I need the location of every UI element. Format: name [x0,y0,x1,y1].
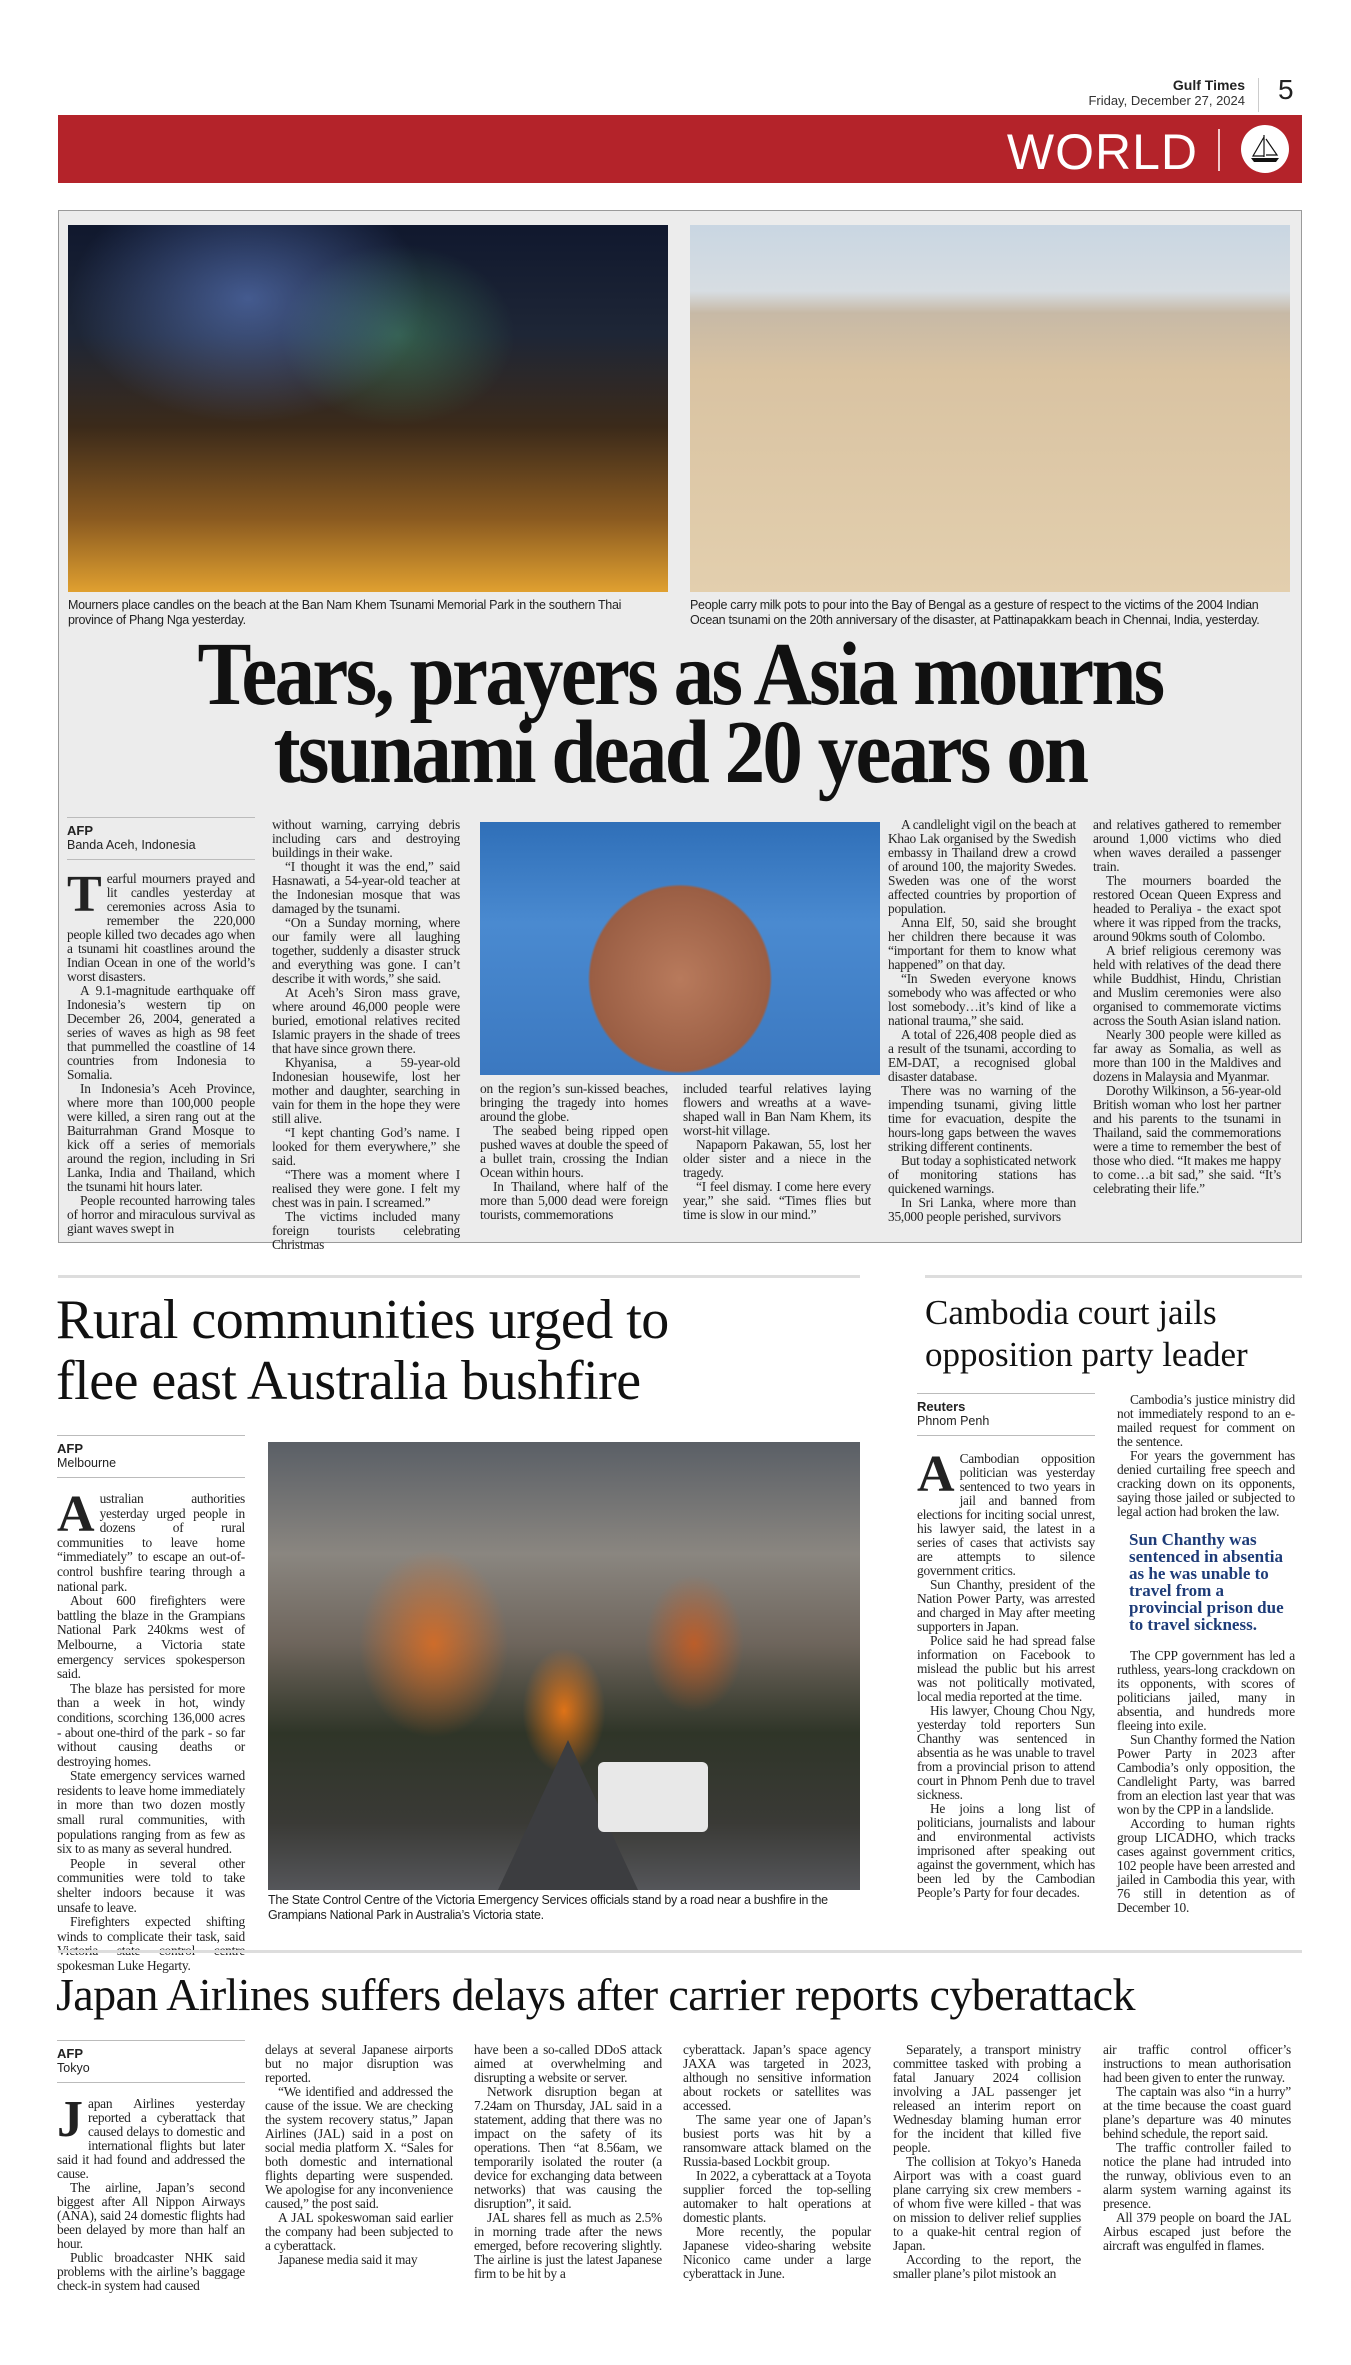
paragraph [480,1180,668,1222]
paragraph [888,972,1076,1028]
cambodia-headline [925,1292,1248,1376]
paragraph-text: A JAL spokeswoman said earlier the company had been subjected to a cyberattack. [265,2210,453,2253]
paragraph-text: For years the government has denied curtailing free speech and cracking down on its opponents, saying those jailed or subjected to legal action had broken the law. [1117,1448,1295,1519]
article-column [683,2043,871,2281]
article-column [57,1486,245,1974]
headline-line: flee east Australia bushfire [56,1350,641,1412]
paragraph [272,916,460,986]
newspaper-name: Gulf Times [1172,77,1245,93]
paragraph [1093,818,1281,874]
paragraph-text: JAL shares fell as much as 2.5% in morning trade after the news emerged, before recovering slightly. The airline is just the latest Japanese firm to be hit by a [474,2210,662,2281]
paragraph-text: The blaze has persisted for more than a week in hot, windy conditions, scorching 136,000 acres - about one-third of the park - so far without causing deaths or destroying homes. [57,1680,245,1769]
paragraph [683,1138,871,1180]
agency: AFP [57,2046,83,2061]
paragraph-text: Nearly 300 people were killed as far away as Somalia, as well as more than 100 in the Maldives and dozens in Malaysia and Myanmar. [1093,1027,1281,1084]
headline-line: opposition party leader [925,1335,1248,1374]
paragraph [888,1154,1076,1196]
paragraph [683,1082,871,1138]
agency: AFP [57,1441,83,1456]
paragraph-text: The captain was also “in a hurry” at the time because the coast guard plane’s departure was 40 minutes behind schedule, the report said. [1103,2084,1291,2141]
paragraph [1117,1393,1295,1449]
paragraph [57,1769,245,1857]
dateline: Melbourne [57,1456,117,1470]
issue-date: Friday, December 27, 2024 [1088,93,1245,108]
paragraph [917,1578,1095,1634]
paragraph-text: According to human rights group LICADHO, which tracks cases against government critics, 102 people have been arrested and jailed in Cambodia this year, with 76 still in detention as of December 10. [1117,1816,1295,1915]
paragraph-text: The airline, Japan’s second biggest after All Nippon Airways (ANA), said 24 domestic flights had been delayed by more than half an hour. [57,2180,245,2251]
paragraph-text: The seabed being ripped open pushed waves at double the speed of a bullet train, crossing the Indian Ocean within hours. [480,1123,668,1180]
paragraph-text: In 2022, a cyberattack at a Toyota supplier forced the top-selling automaker to halt operations at domestic plants. [683,2168,871,2225]
paragraph [1103,2043,1291,2085]
headline-line: tsunami dead 20 years on [273,703,1087,802]
headline-line: Tears, prayers as Asia mourns [197,625,1163,724]
paragraph [57,1486,245,1594]
paragraph [272,986,460,1056]
paragraph-text: The CPP government has led a ruthless, years-long crackdown on its opponents, with scores of politicians jailed, many in absentia, and hundreds more fleeing into exile. [1117,1648,1295,1733]
paragraph [265,2253,453,2267]
paragraph [888,1196,1076,1224]
paragraph [917,1802,1095,1900]
article-column [888,818,1076,1224]
paragraph [893,2155,1081,2253]
dateline: Tokyo [57,2061,90,2075]
paragraph [683,2225,871,2281]
paragraph [917,1446,1095,1578]
masthead [1088,78,1245,108]
paragraph [265,2211,453,2253]
byline [917,1393,1095,1436]
paragraph-text: But today a sophisticated network of monitoring stations has quickened warnings. [888,1153,1076,1196]
section-title: WORLD [1006,124,1198,180]
paragraph-text: The mourners boarded the restored Ocean Queen Express and headed to Peraliya - the exact spot where it was ripped from the tracks, around 90kms south of Colombo. [1093,873,1281,944]
paragraph-text: Separately, a transport ministry committee tasked with probing a fatal January 2024 collision involving a JAL passenger jet released an interim report on Wednesday blaming human error for the incident that killed five people. [893,2042,1081,2155]
paragraph-text: People recounted harrowing tales of horror and miraculous survival as giant waves swept in [67,1193,255,1236]
paragraph-text: According to the report, the smaller plane’s pilot mistook an [893,2252,1081,2281]
paragraph-text: Firefighters expected shifting winds to complicate their task, said spokesman Luke Hegarty. [57,1914,245,1973]
paragraph [683,2113,871,2169]
paragraph [67,984,255,1082]
paragraph-text: “In Sweden everyone knows somebody who was affected or who lost somebody…it’s kind of like a national trauma,” she said. [888,971,1076,1028]
paragraph-text: ustralian authorities yesterday urged people in dozens of rural communities to leave home “immediately” to escape an out-of-control bushfire tearing through a national park. [57,1491,245,1594]
byline [57,2040,245,2083]
headline-line: Cambodia court jails [925,1293,1217,1332]
paragraph [1117,1649,1295,1733]
paragraph-text: In Indonesia’s Aceh Province, where more than 100,000 people were killed, a siren rang out at the Baiturrahman Grand Mosque to kick off a series of memorials around the region, including in Sri Lanka, India and Thailand, which the tsunami hit hours later. [67,1081,255,1194]
article-column [480,1082,668,1222]
paragraph [1093,1084,1281,1196]
paragraph-text: Cambodia’s justice ministry did not immediately respond to an e-mailed request for comment on the sentence. [1117,1392,1295,1449]
paragraph [57,2181,245,2251]
paragraph [1093,944,1281,1028]
paragraph [272,1126,460,1168]
photo-caption: The State Control Centre of the Victoria Emergency Services officials stand by a road near a bushfire in the Grampians National Park in Australia’s Victoria state. [268,1893,828,1922]
japan-headline: Japan Airlines suffers delays after carrier reports cyberattack [56,1969,1135,2020]
article-column [67,866,255,1236]
paragraph-text: State emergency services warned residents to leave home immediately in more than two dozen mostly small rural communities, with populations ranging from as few as six to as many as several hundred. [57,1768,245,1857]
paragraph [57,1857,245,1915]
paragraph-text: His lawyer, Choung Chou Ngy, yesterday told reporters Sun Chanthy was sentenced in absentia as he was unable to travel from a provincial prison to attend court in Phnom Penh due to travel sickness. [917,1703,1095,1802]
article-column [1117,1393,1295,1519]
paragraph-text: Khyanisa, a 59-year-old Indonesian housewife, lost her mother and daughter, searching in vain for them in the hope they were still alive. [272,1055,460,1126]
article-column [265,2043,453,2267]
agency: Reuters [917,1399,966,1414]
paragraph [272,1210,460,1252]
paragraph-text: air traffic control officer’s instructions to mean authorisation had been given to enter the runway. [1103,2042,1291,2085]
paragraph [272,860,460,916]
byline [67,817,255,860]
page-number: 5 [1278,74,1294,105]
article-column [683,1082,871,1222]
paragraph-text: earful mourners prayed and lit candles yesterday at ceremonies across Asia to remember the 220,000 people killed two decades ago when a tsunami hit coastlines around the Indian Ocean in one of the world’s worst disasters. [67,871,255,984]
mourner-portrait-photo [480,822,880,1075]
paragraph-text: “I feel dismay. I come here every year,” she said. “Times flies but time is slow in our mind.” [683,1179,871,1222]
paragraph-text: A candlelight vigil on the beach at Khao Lak organised by the Swedish embassy in Thailand drew a crowd of around 100, the majority Swedes. Sweden was one of the worst affected countries by proportion of population. [888,817,1076,916]
photo-caption: People carry milk pots to pour into the Bay of Bengal as a gesture of respect to the victims of the 2004 Indian Ocean tsunami on the 20th anniversary of the disaster, at Pattinapakkam beach in Chennai, India, yesterday. [690,598,1260,627]
article-column [1103,2043,1291,2253]
section-rule [925,1275,1302,1278]
paragraph-text: He joins a long list of politicians, journalists and labour and environmental activists imprisoned after speaking out against the government, which has been led by the Cambodian People’s Party for four decades. [917,1801,1095,1900]
paragraph [1117,1733,1295,1817]
paragraph [888,1084,1076,1154]
paragraph-text: “I kept chanting God’s name. I looked for them everywhere,” she said. [272,1125,460,1168]
paragraph [1103,2085,1291,2141]
paragraph [683,2169,871,2225]
divider [1258,78,1259,112]
article-column [272,818,460,1252]
paragraph [480,1124,668,1180]
dhow-boat-icon [1241,125,1289,173]
dateline: Banda Aceh, Indonesia [67,838,196,852]
paragraph-text: About 600 firefighters were battling the blaze in the Grampians National Park 240kms west of Melbourne, a Victoria state emergency services spokesperson said. [57,1593,245,1682]
paragraph [917,1634,1095,1704]
paragraph [1103,2211,1291,2253]
drop-cap: J [57,2091,83,2148]
paragraph-text: Anna Elf, 50, said she brought her children there because it was “important for them to know what happened” on that day. [888,915,1076,972]
paragraph [474,2043,662,2085]
paragraph [272,1056,460,1126]
paragraph-text: cyberattack. Japan’s space agency JAXA was targeted in 2023, although no sensitive information about rockets or satellites was accessed. [683,2042,871,2113]
article-column [57,2091,245,2293]
paragraph [272,1168,460,1210]
paragraph [57,2091,245,2181]
paragraph-text: Sun Chanthy formed the Nation Power Party in 2023 after Cambodia’s only opposition, the Candlelight Party, was barred from an election last year that was won by the CPP in a landslide. [1117,1732,1295,1817]
paragraph [917,1704,1095,1802]
drop-cap: A [57,1486,95,1543]
article-column [893,2043,1081,2281]
paragraph-text: The collision at Tokyo’s Haneda Airport was with a coast guard plane carrying six crew members - of whom five were killed - that was on mission to deliver relief supplies to a quake-hit central region of Japan. [893,2154,1081,2253]
paragraph [265,2085,453,2211]
lead-headline [58,625,1302,802]
paragraph [888,1028,1076,1084]
pull-quote: Sun Chanthy was sentenced in absentia as he was unable to travel from a provincial prison due to travel sickness. [1129,1530,1284,1634]
paragraph [57,2251,245,2293]
paragraph-text: People in several other communities were told to take shelter indoors because it was unsafe to leave. [57,1855,245,1915]
article-column [1093,818,1281,1196]
bushfire-road-photo [268,1442,860,1890]
paragraph-text: In Thailand, where half of the more than 5,000 dead were foreign tourists, commemorations [480,1179,668,1222]
paragraph [683,1180,871,1222]
paragraph-text: More recently, the popular Japanese video-sharing website Niconico came under a large cyberattack in June. [683,2224,871,2281]
paragraph [265,2043,453,2085]
paragraph-text: Public broadcaster NHK said problems with the airline’s baggage check-in system had caused [57,2250,245,2293]
article-column-group [1117,1393,1295,1915]
paragraph [1093,874,1281,944]
paragraph [57,1682,245,1770]
paragraph-text: “There was a moment where I realised they were gone. I felt my chest was in pain. I screamed.” [272,1167,460,1210]
paragraph-text: apan Airlines yesterday reported a cyberattack that caused delays to domestic and international flights but later said it had found and addressed the cause. [57,2096,245,2181]
paragraph-text: The traffic controller failed to notice the plane had intruded into the runway, oblivious even to an alarm system warning against its presence. [1103,2140,1291,2211]
paragraph-text: Network disruption began at 7.24am on Thursday, JAL said in a statement, adding that there was no impact on the safety of its operations. Then “at 8.56am, we temporarily isolated the router (a device for exchanging data between networks) that was causing the disruption”, it said. [474,2084,662,2211]
drop-cap: A [917,1446,955,1503]
article-column [474,2043,662,2281]
emergency-vehicle [598,1762,708,1832]
agency: AFP [67,823,93,838]
paragraph [57,1915,245,1973]
paragraph-text: A total of 226,408 people died as a result of the tsunami, according to EM-DAT, a recognised global disaster database. [888,1027,1076,1084]
paragraph [57,1594,245,1682]
paragraph-text: and relatives gathered to remember around 1,000 victims who died when waves derailed a passenger train. [1093,817,1281,874]
divider [1218,129,1220,171]
paragraph-text: “On a Sunday morning, where our family were all laughing together, suddenly a disaster struck and everything was gone. I can’t describe it with words,” she said. [272,915,460,986]
paragraph [474,2085,662,2211]
paragraph [272,818,460,860]
beach-milk-pots-photo [690,225,1290,592]
section-rule [58,1275,860,1278]
paragraph [1117,1817,1295,1915]
paragraph [1093,1028,1281,1084]
dateline: Phnom Penh [917,1414,990,1428]
section-rule [58,1950,1302,1953]
paragraph-text: Sun Chanthy, president of the Nation Power Party, was arrested and charged in May after meeting supporters in Japan. [917,1577,1095,1634]
paragraph-text: At Aceh’s Siron mass grave, where around 46,000 people were buried, emotional relatives recited Islamic prayers in the shade of trees that have since grown there. [272,985,460,1056]
paragraph [67,1082,255,1194]
paragraph-text: A 9.1-magnitude earthquake off Indonesia’s western tip on December 26, 2004, generated a series of waves as high as 98 feet that pummelled the coastline of 14 countries from Indonesia to Somalia. [67,983,255,1082]
paragraph-text: All 379 people on board the JAL Airbus escaped just before the aircraft was engulfed in flames. [1103,2210,1291,2253]
paragraph-text: on the region’s sun-kissed beaches, bringing the tragedy into homes around the globe. [480,1081,668,1124]
paragraph-text: The same year one of Japan’s busiest ports was hit by a ransomware attack blamed on the Russia-based Lockbit group. [683,2112,871,2169]
byline [57,1435,245,1478]
section-banner [58,115,1302,183]
paragraph [893,2253,1081,2281]
candle-vigil-photo [68,225,668,592]
paragraph [474,2211,662,2281]
paragraph [893,2043,1081,2155]
paragraph [1103,2141,1291,2211]
paragraph-text: Dorothy Wilkinson, a 56-year-old British woman who lost her partner and his parents to the tsunami in Thailand, said the commemorations were a time to remember the best of those who died. “It makes me happy to come…a bit sad,” she said. “It’s celebrating their life.” [1093,1083,1281,1196]
article-column [1117,1649,1295,1915]
paragraph-text: The victims included many foreign tourists celebrating Christmas [272,1209,460,1252]
headline-line: Rural communities urged to [56,1289,669,1351]
paragraph [1117,1449,1295,1519]
paragraph-text: In Sri Lanka, where more than 35,000 people perished, survivors [888,1195,1076,1224]
paragraph-text: Napaporn Pakawan, 55, lost her older sister and a niece in the tragedy. [683,1137,871,1180]
article-column [917,1446,1095,1900]
paragraph-text: There was no warning of the impending tsunami, giving little time for evacuation, despite the hours-long gaps between the waves striking different continents. [888,1083,1076,1154]
paragraph [888,916,1076,972]
paragraph-text: A brief religious ceremony was held with relatives of the dead there while Buddhist, Hindu, Christian and Muslim ceremonies were also organised to commemorate victims across the South Asian island nation. [1093,943,1281,1028]
photo-caption: Mourners place candles on the beach at the Ban Nam Khem Tsunami Memorial Park in the southern Thai province of Phang Nga yesterday. [68,598,622,627]
paragraph [683,2043,871,2113]
paragraph-text: Police said he had spread false information on Facebook to mislead the public but his arrest was not politically motivated, local media reported at the time. [917,1633,1095,1704]
paragraph [67,1194,255,1236]
paragraph-text: “I thought it was the end,” said Hasnawati, a 54-year-old teacher at the Indonesian mosque that was damaged by the tsunami. [272,859,460,916]
paragraph-text: Cambodian opposition politician was yesterday sentenced to two years in jail and banned from elections for inciting social unrest, his lawyer said, the latest in a series of cases that activists say are attempts to silence government critics. [917,1451,1095,1578]
paragraph-text: “We identified and addressed the cause of the issue. We are checking the system recovery status,” Japan Airlines (JAL) said in a post on social media platform X. “Sales for both domestic and international flights departing were suspended. We apologise for any inconvenience caused,” the post said. [265,2084,453,2211]
paragraph [67,866,255,984]
paragraph-text: without warning, carrying debris including cars and destroying buildings in their wake. [272,817,460,860]
bushfire-headline [56,1290,669,1412]
paragraph-text: Japanese media said it may [278,2252,418,2267]
paragraph-text: delays at several Japanese airports but no major disruption was reported. [265,2042,453,2085]
paragraph [888,818,1076,916]
paragraph [480,1082,668,1124]
paragraph-text: have been a so-called DDoS attack aimed at overwhelming and disrupting a website or server. [474,2042,662,2085]
paragraph-text: included tearful relatives laying flowers and wreaths at a wave-shaped wall in Ban Nam Khem, its worst-hit village. [683,1081,871,1138]
drop-cap: T [67,866,102,923]
